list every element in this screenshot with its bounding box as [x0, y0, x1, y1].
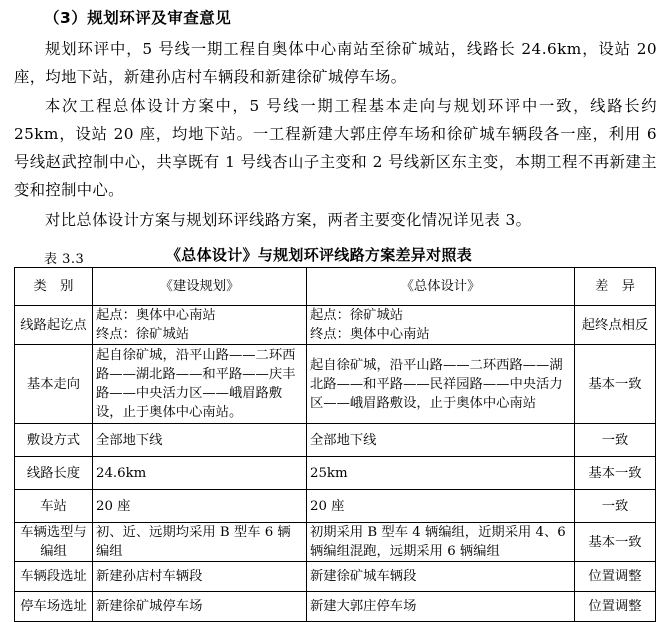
row-category: 车辆段选址: [15, 562, 93, 592]
row-design-value: 20 座: [307, 490, 575, 523]
table-row: [15, 562, 656, 592]
table-row: [15, 490, 656, 523]
row-difference: 起终点相反: [575, 306, 656, 345]
row-design-value: 25km: [307, 457, 575, 490]
row-plan-value: 全部地下线: [93, 424, 307, 457]
row-plan-value: 初、近、远期均采用 B 型车 6 辆编组: [93, 523, 307, 562]
row-design-value: 新建大郭庄停车场: [307, 592, 575, 622]
row-category: 敷设方式: [15, 424, 93, 457]
header-difference: 差 异: [575, 268, 656, 306]
table-row: [15, 424, 656, 457]
section-heading: （3）规划环评及审查意见: [44, 9, 232, 27]
row-difference: 一致: [575, 490, 656, 523]
comparison-table: [14, 267, 656, 622]
header-category: 类 别: [15, 268, 93, 306]
design-start-point: 起点：徐矿城站: [310, 308, 404, 323]
paragraph-overall-design: 本次工程总体设计方案中，5 号线一期工程基本走向与规划环评中一致，线路长约 25km，设站 20 座，均地下站。一工程新建大郭庄停车场和徐矿城车辆段各一座，利用 6 号线赵武控制中心，共享既有 1 号线杏山子主变和 2 号线新区东主变，本期工程不再新建主变和控制中心。: [14, 97, 657, 199]
row-difference: 位置调整: [575, 592, 656, 622]
row-difference: 位置调整: [575, 562, 656, 592]
table-row: [15, 457, 656, 490]
row-difference: 基本一致: [575, 523, 656, 562]
row-category: 车辆选型与编组: [15, 523, 93, 562]
table-row: [15, 523, 656, 562]
table-caption: [14, 244, 657, 268]
row-difference: 一致: [575, 424, 656, 457]
row-plan-value: 起自徐矿城，沿平山路——二环西路——湖北路——和平路——庆丰路——中央活力区——峨眉路敷设，止于奥体中心南站。: [93, 345, 307, 424]
table-number: 表 3.3: [44, 252, 85, 267]
row-category: 线路起讫点: [15, 306, 93, 345]
header-overall-design: 《总体设计》: [307, 268, 575, 306]
row-plan-value: 24.6km: [93, 457, 307, 490]
paragraph-planning-eia: 规划环评中，5 号线一期工程自奥体中心南站至徐矿城站，线路长 24.6km，设站 20 座，均地下站，新建孙店村车辆段和新建徐矿城停车场。: [14, 40, 657, 86]
row-plan-value: [93, 306, 307, 345]
row-design-value: [307, 306, 575, 345]
paragraph-comparison-intro: 对比总体设计方案与规划环评线路方案，两者主要变化情况详见表 3。: [45, 211, 532, 229]
row-difference: 基本一致: [575, 457, 656, 490]
table-row: [15, 306, 656, 345]
row-plan-value: 新建徐矿城停车场: [93, 592, 307, 622]
row-category: 基本走向: [15, 345, 93, 424]
header-construction-plan: 《建设规划》: [93, 268, 307, 306]
table-header-row: [15, 268, 656, 306]
row-difference: 基本一致: [575, 345, 656, 424]
row-design-value: 起自徐矿城，沿平山路——二环西路——湖北路——和平路——民祥园路——中央活力区——峨眉路敷设，止于奥体中心南站: [307, 345, 575, 424]
row-plan-value: 20 座: [93, 490, 307, 523]
plan-start-point: 起点：奥体中心南站: [96, 308, 216, 323]
design-end-point: 终点：奥体中心南站: [310, 327, 430, 342]
table-title: 《总体设计》与规划环评线路方案差异对照表: [166, 246, 473, 264]
row-plan-value: 新建孙店村车辆段: [93, 562, 307, 592]
row-category: 车站: [15, 490, 93, 523]
plan-end-point: 终点：徐矿城站: [96, 327, 190, 342]
row-category: 停车场选址: [15, 592, 93, 622]
table-row: [15, 592, 656, 622]
row-design-value: 初期采用 B 型车 4 辆编组，近期采用 4、6 辆编组混跑，远期采用 6 辆编组: [307, 523, 575, 562]
row-design-value: 全部地下线: [307, 424, 575, 457]
row-design-value: 新建徐矿城车辆段: [307, 562, 575, 592]
table-row: [15, 345, 656, 424]
row-category: 线路长度: [15, 457, 93, 490]
